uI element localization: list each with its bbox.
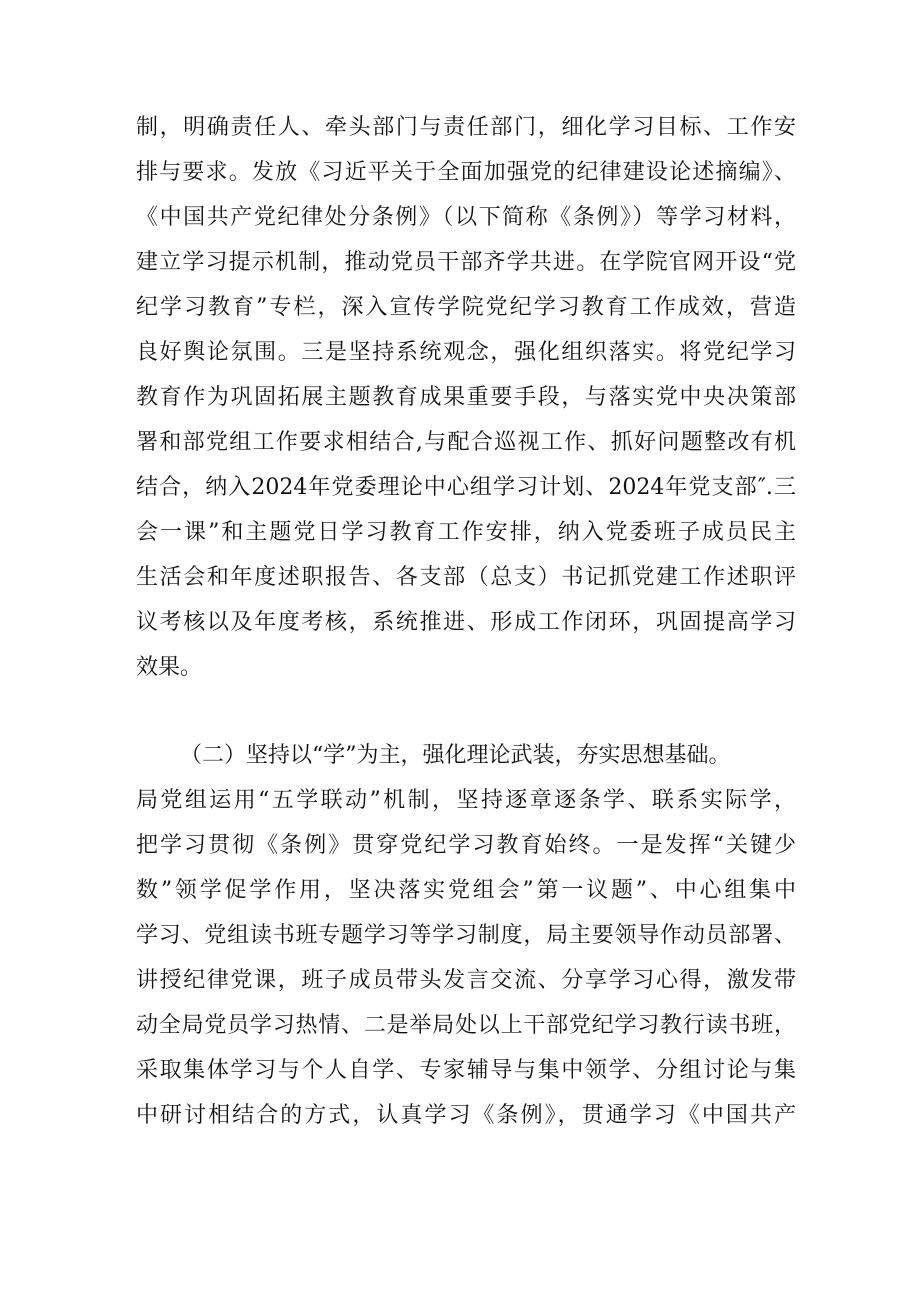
text-line: 结合，纳入2024年党委理论中心组学习计划、2024年党支部″.三 xyxy=(136,475,796,500)
paragraph-1 xyxy=(136,105,796,690)
text-line: 动全局党员学习热情、二是举局处以上干部党纪学习教行读书班， xyxy=(136,1013,796,1038)
paragraph-2 xyxy=(136,733,796,1138)
text-line: 讲授纪律党课，班子成员带头发言交流、分享学习心得，激发带 xyxy=(136,968,796,993)
text-line: 良好舆论氛围。三是坚持系统观念，强化组织落实。将党纪学习 xyxy=(136,340,796,365)
text-line: 排与要求。发放《习近平关于全面加强党的纪律建设论述摘编》、 xyxy=(136,160,796,185)
text-line: 把学习贯彻《条例》贯穿党纪学习教育始终。一是发挥“关键少 xyxy=(136,833,796,858)
text-line: 议考核以及年度考核，系统推进、形成工作闭环，巩固提高学习 xyxy=(136,610,796,635)
text-line: 会一课”和主题党日学习教育工作安排，纳入党委班子成员民主 xyxy=(136,520,796,545)
text-line: 生活会和年度述职报告、各支部（总支）书记抓党建工作述职评 xyxy=(136,565,796,590)
text-line: 数”领学促学作用，坚决落实党组会”第一议题”、中心组集中 xyxy=(136,878,796,903)
text-line: 采取集体学习与个人自学、专家辅导与集中领学、分组讨论与集 xyxy=(136,1058,796,1083)
text-line: 制，明确责任人、牵头部门与责任部门，细化学习目标、工作安 xyxy=(136,115,796,140)
text-line: 纪学习教育”专栏，深入宣传学院党纪学习教育工作成效，营造 xyxy=(136,295,796,320)
text-line: 《中国共产党纪律处分条例》（以下简称《条例》）等学习材料， xyxy=(136,205,796,230)
text-line: 效果。 xyxy=(136,655,203,680)
text-line: 署和部党组工作要求相结合,与配合巡视工作、抓好问题整改有机 xyxy=(136,430,796,455)
text-line: 中研讨相结合的方式，认真学习《条例》，贯通学习《中国共产 xyxy=(136,1103,796,1128)
text-line: 学习、党组读书班专题学习等学习制度，局主要领导作动员部署、 xyxy=(136,923,796,948)
text-line: 局党组运用“五学联动”机制，坚持逐章逐条学、联系实际学， xyxy=(136,788,796,813)
section-heading-line: （二）坚持以“学”为主，强化理论武装，夯实思想基础。 xyxy=(180,743,731,768)
text-line: 建立学习提示机制，推动党员干部齐学共进。在学院官网开设“党 xyxy=(136,250,796,275)
text-line: 教育作为巩固拓展主题教育成果重要手段，与落实党中央决策部 xyxy=(136,385,796,410)
